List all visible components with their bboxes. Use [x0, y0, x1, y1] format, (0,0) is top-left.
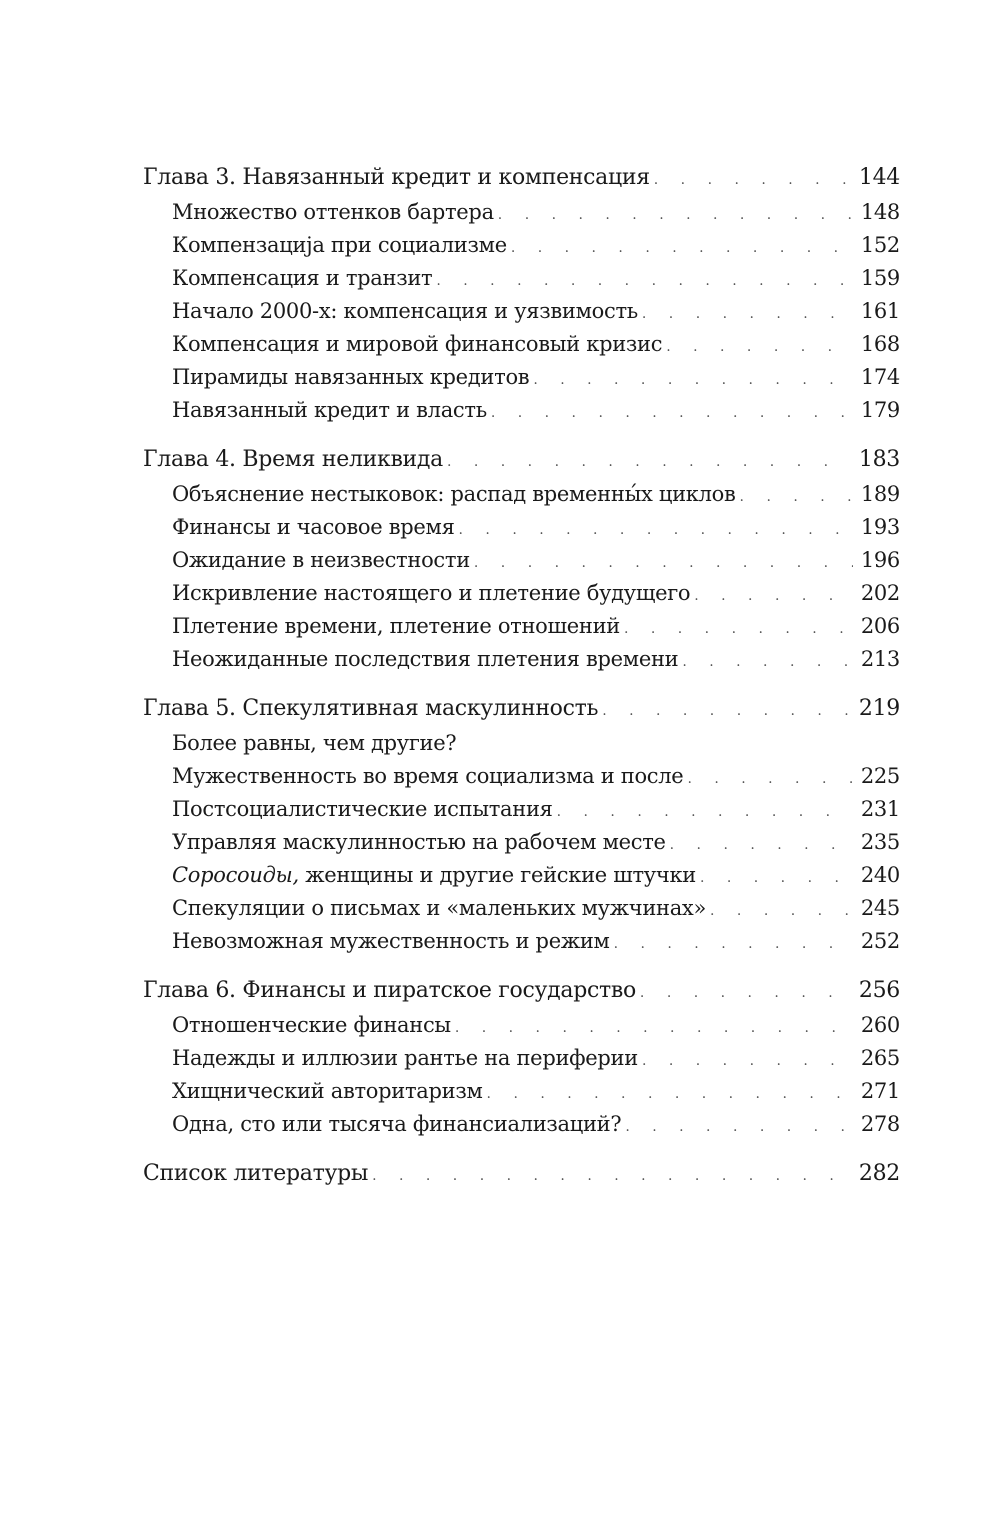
toc-entry[interactable]	[143, 760, 900, 793]
page-number: 271	[860, 1079, 900, 1103]
entry-title: Компензацијa при социализме	[172, 233, 507, 257]
dot-leader	[498, 196, 853, 232]
entry-title: Компенсация и мировой финансовый кризис	[172, 332, 663, 356]
entry-title	[172, 859, 696, 892]
toc-entry[interactable]	[143, 295, 900, 328]
toc-entry[interactable]	[143, 478, 900, 511]
dot-leader	[614, 925, 853, 961]
dot-leader	[710, 892, 853, 928]
toc-chapter-heading[interactable]	[143, 973, 900, 1009]
dot-leader	[625, 1108, 852, 1144]
entry-title: Множество оттенков бартера	[172, 200, 494, 224]
page-number: 152	[860, 233, 900, 257]
page-number: 196	[860, 548, 900, 572]
dot-leader	[642, 295, 853, 331]
chapter-title: Глава 4. Время неликвида	[143, 447, 443, 472]
toc-entry[interactable]	[143, 892, 900, 925]
toc-bibliography	[143, 1156, 900, 1192]
page-number: 256	[858, 978, 900, 1003]
toc-entry[interactable]	[143, 826, 900, 859]
toc-entry[interactable]	[143, 1042, 900, 1075]
entry-title: Компенсация и транзит	[172, 266, 433, 290]
entry-title: Объяснение нестыковок: распад временны́х циклов	[172, 482, 736, 506]
toc-entry[interactable]	[143, 643, 900, 676]
page-number: 161	[860, 299, 900, 323]
page-number: 265	[860, 1046, 900, 1070]
page-number: 252	[860, 929, 900, 953]
dot-leader	[642, 1042, 853, 1078]
page-number: 282	[858, 1161, 900, 1186]
page-number: 174	[860, 365, 900, 389]
dot-leader	[491, 394, 853, 430]
page-number: 219	[858, 696, 900, 721]
page-number: 189	[860, 482, 900, 506]
toc-chapter-heading[interactable]	[143, 160, 900, 196]
entry-title: Начало 2000-х: компенсация и уязвимость	[172, 299, 638, 323]
entry-title: Спекуляции о письмах и «маленьких мужчинах»	[172, 896, 707, 920]
table-of-contents	[143, 160, 900, 1207]
toc-entry[interactable]	[143, 196, 900, 229]
dot-leader	[694, 577, 853, 613]
toc-entry[interactable]	[143, 544, 900, 577]
dot-leader	[654, 160, 851, 198]
page-number: 202	[860, 581, 900, 605]
toc-chapter-3	[143, 160, 900, 427]
toc-bibliography-entry[interactable]	[143, 1156, 900, 1192]
entry-title: Навязанный кредит и власть	[172, 398, 487, 422]
toc-entry[interactable]	[143, 1108, 900, 1141]
entry-title: Пирамиды навязанных кредитов	[172, 365, 530, 389]
toc-entry[interactable]	[143, 1009, 900, 1042]
page-number: 278	[860, 1112, 900, 1136]
toc-entry[interactable]	[143, 511, 900, 544]
entry-title: Управляя маскулинностью на рабочем месте	[172, 830, 666, 854]
entry-title: Одна, сто или тысяча финансиализаций?	[172, 1112, 622, 1136]
dot-leader	[372, 1156, 851, 1194]
entry-title: Ожидание в неизвестности	[172, 548, 470, 572]
dot-leader	[700, 859, 853, 895]
toc-entry[interactable]	[143, 793, 900, 826]
dot-leader	[687, 760, 852, 796]
page-number: 231	[860, 797, 900, 821]
toc-chapter-4	[143, 442, 900, 676]
dot-leader	[447, 442, 851, 480]
toc-entry[interactable]	[143, 394, 900, 427]
toc-entry[interactable]	[143, 859, 900, 892]
page-number: 260	[860, 1013, 900, 1037]
dot-leader	[640, 973, 851, 1011]
chapter-title: Глава 6. Финансы и пиратское государство	[143, 978, 636, 1003]
toc-chapter-heading[interactable]	[143, 691, 900, 727]
dot-leader	[455, 1009, 853, 1045]
entry-title: Более равны, чем другие?	[172, 731, 457, 755]
page-number: 240	[860, 863, 900, 887]
bibliography-title: Список литературы	[143, 1161, 369, 1186]
entry-title: Отношенческие финансы	[172, 1013, 451, 1037]
page-number: 245	[860, 896, 900, 920]
page-number: 235	[860, 830, 900, 854]
toc-entry[interactable]	[143, 727, 900, 760]
toc-entry[interactable]	[143, 328, 900, 361]
toc-entry[interactable]	[143, 925, 900, 958]
page-number: 183	[858, 447, 900, 472]
entry-title: Надежды и иллюзии рантье на периферии	[172, 1046, 638, 1070]
toc-chapter-5	[143, 691, 900, 958]
dot-leader	[666, 328, 853, 364]
page-number: 148	[860, 200, 900, 224]
page-number: 225	[860, 764, 900, 788]
page-number: 144	[858, 165, 900, 190]
page-number: 159	[860, 266, 900, 290]
toc-entry[interactable]	[143, 1075, 900, 1108]
dot-leader	[474, 544, 853, 580]
page-number: 179	[860, 398, 900, 422]
toc-chapter-heading[interactable]	[143, 442, 900, 478]
dot-leader	[602, 691, 851, 729]
chapter-title: Глава 5. Спекулятивная маскулинность	[143, 696, 599, 721]
chapter-title: Глава 3. Навязанный кредит и компенсация	[143, 165, 650, 190]
page-number: 193	[860, 515, 900, 539]
page-number: 213	[860, 647, 900, 671]
toc-chapter-6	[143, 973, 900, 1141]
entry-title-rest: женщины и другие гейские штучки	[298, 863, 696, 887]
entry-title: Постсоциалистические испытания	[172, 797, 553, 821]
dot-leader	[436, 262, 852, 298]
dot-leader	[682, 643, 852, 679]
dot-leader	[459, 511, 853, 547]
entry-title: Хищнический авторитаризм	[172, 1079, 483, 1103]
entry-title: Финансы и часовое время	[172, 515, 455, 539]
entry-title-italic: Соросоиды,	[172, 863, 299, 887]
entry-title: Мужественность во время социализма и после	[172, 764, 684, 788]
page-number: 206	[860, 614, 900, 638]
toc-entry[interactable]	[143, 361, 900, 394]
toc-entry[interactable]	[143, 577, 900, 610]
dot-leader	[487, 1075, 853, 1111]
entry-title: Искривление настоящего и плетение будущего	[172, 581, 691, 605]
entry-title: Невозможная мужественность и режим	[172, 929, 610, 953]
page-number: 168	[860, 332, 900, 356]
toc-entry[interactable]	[143, 229, 900, 262]
dot-leader	[557, 793, 853, 829]
toc-entry[interactable]	[143, 262, 900, 295]
dot-leader	[533, 361, 852, 397]
dot-leader	[624, 610, 853, 646]
dot-leader	[670, 826, 853, 862]
entry-title: Неожиданные последствия плетения времени	[172, 647, 679, 671]
entry-title: Плетение времени, плетение отношений	[172, 614, 620, 638]
dot-leader	[511, 229, 853, 265]
dot-leader	[740, 478, 853, 514]
toc-entry[interactable]	[143, 610, 900, 643]
